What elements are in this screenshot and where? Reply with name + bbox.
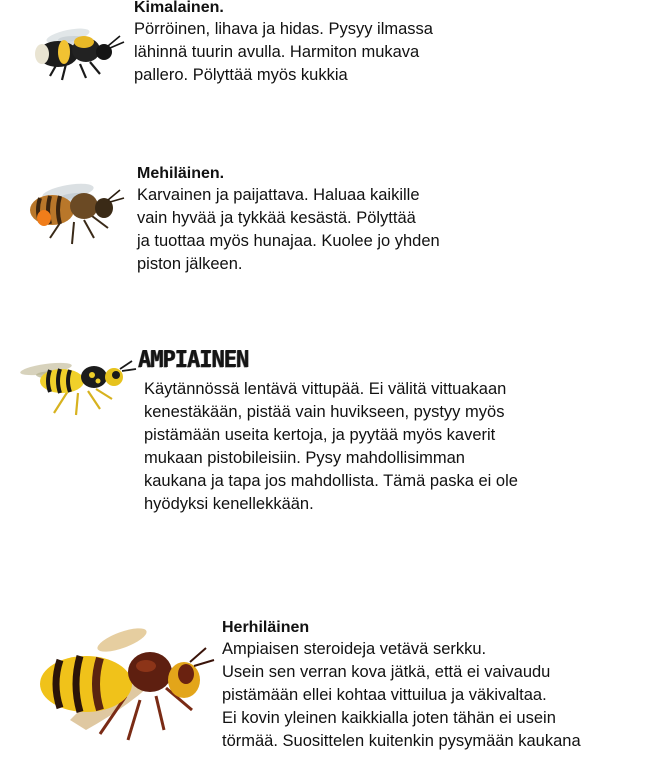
wasp-title: AMPIAINEN: [138, 346, 249, 374]
wasp-line-6: hyödyksi kenellekkään.: [144, 495, 314, 513]
wasp-icon: [16, 355, 140, 421]
wasp-line-1: Käytännössä lentävä vittupää. Ei välitä vittuakaan: [144, 380, 507, 398]
hornet-line-5: törmää. Suosittelen kuitenkin pysymään kaukana: [222, 732, 581, 750]
wasp-line-3: pistämään useita kertoja, ja pyytää myös kaverit: [144, 426, 496, 444]
honeybee-line-1: Karvainen ja paijattava. Haluaa kaikille: [137, 186, 420, 204]
bumblebee-line-2: lähinnä tuurin avulla. Harmiton mukava: [134, 43, 420, 61]
hornet-line-2: Usein sen verran kova jätkä, että ei vaivaudu: [222, 663, 551, 681]
honeybee-entry: [137, 164, 440, 276]
bumblebee-title: Kimalainen.: [134, 0, 224, 16]
hornet-line-3: pistämään ellei kohtaa vittuilua ja väkivaltaa.: [222, 686, 547, 704]
hornet-title: Herhiläinen: [222, 619, 310, 636]
honeybee-title: Mehiläinen.: [137, 165, 225, 182]
wasp-line-4: mukaan pistobileisiin. Pysy mahdollisimman: [144, 449, 465, 467]
hornet-line-1: Ampiaisen steroideja vetävä serkku.: [222, 640, 487, 658]
bumblebee-line-3: pallero. Pölyttää myös kukkia: [134, 66, 348, 84]
wasp-line-2: kenestäkään, pistää vain huvikseen, pystyy myös: [144, 403, 505, 421]
bumblebee-entry: [134, 0, 433, 87]
hornet-line-4: Ei kovin yleinen kaikkialla joten tähän ei usein: [222, 709, 556, 727]
honeybee-line-2: vain hyvää ja tykkää kesästä. Pölyttää: [137, 209, 416, 227]
wasp-line-5: kaukana ja tapa jos mahdollista. Tämä paska ei ole: [144, 472, 518, 490]
hornet-entry: [222, 618, 581, 753]
honeybee-line-3: ja tuottaa myös hunajaa. Kuolee jo yhden: [137, 232, 440, 250]
honeybee-icon: [20, 176, 130, 251]
bumblebee-line-1: Pörröinen, lihava ja hidas. Pysyy ilmassa: [134, 20, 433, 38]
bumblebee-icon: [28, 22, 128, 84]
hornet-icon: [16, 622, 220, 746]
honeybee-line-4: piston jälkeen.: [137, 255, 243, 273]
wasp-entry: [138, 348, 518, 516]
